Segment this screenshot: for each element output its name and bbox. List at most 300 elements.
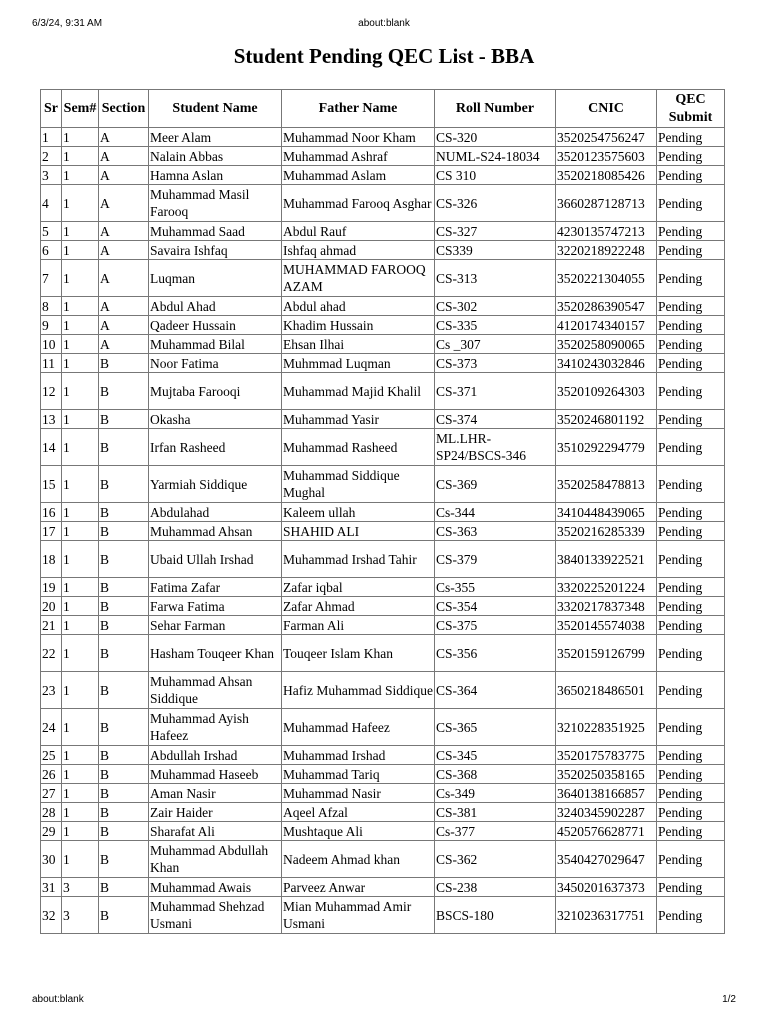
cell-qec-status: Pending [657,354,725,373]
cell-student-name: Okasha [149,410,282,429]
cell-sem: 1 [62,316,99,335]
cell-student-name: Luqman [149,260,282,297]
cell-section: A [99,185,149,222]
cell-cnic: 3840133922521 [556,541,657,578]
cell-sem: 1 [62,297,99,316]
cell-cnic: 3540427029647 [556,841,657,878]
cell-sem: 1 [62,147,99,166]
cell-sr: 22 [41,635,62,672]
cell-qec-status: Pending [657,185,725,222]
cell-qec-status: Pending [657,878,725,897]
cell-section: B [99,822,149,841]
cell-sem: 1 [62,222,99,241]
cell-section: A [99,241,149,260]
cell-sr: 10 [41,335,62,354]
cell-sem: 1 [62,822,99,841]
cell-sr: 30 [41,841,62,878]
cell-sr: 11 [41,354,62,373]
cell-father-name: Muhammad Aslam [282,166,435,185]
table-row [41,128,725,147]
cell-section: B [99,746,149,765]
cell-section: B [99,635,149,672]
cell-cnic: 3520286390547 [556,297,657,316]
cell-qec-status: Pending [657,466,725,503]
cell-father-name: Khadim Hussain [282,316,435,335]
cell-sem: 1 [62,784,99,803]
cell-qec-status: Pending [657,260,725,297]
cell-sr: 19 [41,578,62,597]
cell-qec-status: Pending [657,241,725,260]
cell-section: A [99,297,149,316]
cell-roll-number: Cs-377 [435,822,556,841]
table-row [41,166,725,185]
cell-sr: 27 [41,784,62,803]
page-number: 1/2 [722,994,736,1005]
col-header-roll-number: Roll Number [435,90,556,128]
cell-roll-number: Cs-349 [435,784,556,803]
cell-sem: 1 [62,260,99,297]
cell-student-name: Muhammad Ayish Hafeez [149,709,282,746]
table-row [41,822,725,841]
cell-cnic: 4120174340157 [556,316,657,335]
cell-father-name: SHAHID ALI [282,522,435,541]
table-row [41,373,725,410]
cell-cnic: 3320225201224 [556,578,657,597]
cell-father-name: Nadeem Ahmad khan [282,841,435,878]
cell-section: B [99,878,149,897]
col-header-father-name: Father Name [282,90,435,128]
cell-roll-number: Cs _307 [435,335,556,354]
cell-sem: 1 [62,803,99,822]
cell-sem: 1 [62,541,99,578]
cell-section: B [99,578,149,597]
cell-sr: 26 [41,765,62,784]
cell-student-name: Sharafat Ali [149,822,282,841]
table-row [41,635,725,672]
page-title: Student Pending QEC List - BBA [233,44,535,68]
cell-father-name: Muhmmad Luqman [282,354,435,373]
cell-sr: 31 [41,878,62,897]
cell-father-name: Muhammad Majid Khalil [282,373,435,410]
table-row [41,147,725,166]
cell-roll-number: CS339 [435,241,556,260]
table-row [41,316,725,335]
browser-print-header [0,18,768,34]
cell-section: A [99,222,149,241]
cell-father-name: Muhammad Yasir [282,410,435,429]
cell-sem: 1 [62,841,99,878]
cell-sem: 1 [62,128,99,147]
cell-qec-status: Pending [657,709,725,746]
cell-cnic: 3320217837348 [556,597,657,616]
cell-cnic: 3410243032846 [556,354,657,373]
cell-roll-number: NUML-S24-18034 [435,147,556,166]
table-row [41,746,725,765]
cell-student-name: Aman Nasir [149,784,282,803]
cell-student-name: Muhammad Bilal [149,335,282,354]
table-row [41,260,725,297]
table-row [41,335,725,354]
table-row [41,410,725,429]
cell-sr: 23 [41,672,62,709]
table-row [41,185,725,222]
cell-cnic: 3450201637373 [556,878,657,897]
cell-father-name: Muhammad Ashraf [282,147,435,166]
cell-sr: 3 [41,166,62,185]
cell-section: B [99,503,149,522]
print-page-url: about:blank [358,18,410,29]
cell-sem: 1 [62,410,99,429]
cell-student-name: Meer Alam [149,128,282,147]
cell-father-name: Muhammad Irshad Tahir [282,541,435,578]
cell-father-name: Touqeer Islam Khan [282,635,435,672]
cell-cnic: 3520216285339 [556,522,657,541]
cell-sem: 1 [62,166,99,185]
cell-roll-number: CS-373 [435,354,556,373]
table-row [41,803,725,822]
cell-roll-number: CS-371 [435,373,556,410]
cell-sr: 12 [41,373,62,410]
cell-student-name: Noor Fatima [149,354,282,373]
cell-sr: 17 [41,522,62,541]
cell-sr: 29 [41,822,62,841]
cell-father-name: Aqeel Afzal [282,803,435,822]
cell-father-name: Muhammad Siddique Mughal [282,466,435,503]
cell-roll-number: CS-362 [435,841,556,878]
cell-student-name: Qadeer Hussain [149,316,282,335]
table-row [41,241,725,260]
cell-sr: 15 [41,466,62,503]
cell-student-name: Muhammad Awais [149,878,282,897]
cell-student-name: Muhammad Abdullah Khan [149,841,282,878]
cell-sem: 1 [62,616,99,635]
cell-sem: 1 [62,503,99,522]
cell-sr: 8 [41,297,62,316]
cell-cnic: 3520258478813 [556,466,657,503]
cell-sr: 7 [41,260,62,297]
col-header-section: Section [99,90,149,128]
cell-father-name: Mian Muhammad Amir Usmani [282,897,435,934]
cell-sem: 1 [62,429,99,466]
cell-cnic: 3520246801192 [556,410,657,429]
cell-father-name: Muhammad Farooq Asghar [282,185,435,222]
cell-roll-number: CS-381 [435,803,556,822]
cell-roll-number: CS-345 [435,746,556,765]
cell-roll-number: Cs-355 [435,578,556,597]
col-header-cnic: CNIC [556,90,657,128]
col-header-student-name: Student Name [149,90,282,128]
cell-section: B [99,841,149,878]
cell-roll-number: CS-369 [435,466,556,503]
cell-section: B [99,466,149,503]
cell-student-name: Farwa Fatima [149,597,282,616]
cell-sem: 1 [62,373,99,410]
cell-section: B [99,765,149,784]
cell-sr: 13 [41,410,62,429]
cell-cnic: 3640138166857 [556,784,657,803]
cell-section: A [99,335,149,354]
cell-student-name: Muhammad Masil Farooq [149,185,282,222]
cell-roll-number: CS-375 [435,616,556,635]
cell-cnic: 3210236317751 [556,897,657,934]
table-row [41,878,725,897]
cell-section: B [99,803,149,822]
cell-roll-number: CS-238 [435,878,556,897]
cell-father-name: Ishfaq ahmad [282,241,435,260]
cell-roll-number: CS-363 [435,522,556,541]
cell-qec-status: Pending [657,803,725,822]
cell-qec-status: Pending [657,822,725,841]
cell-sem: 1 [62,522,99,541]
cell-roll-number: CS-364 [435,672,556,709]
cell-father-name: Zafar iqbal [282,578,435,597]
cell-roll-number: CS-356 [435,635,556,672]
cell-sr: 14 [41,429,62,466]
cell-roll-number: CS-302 [435,297,556,316]
table-header-row [41,90,725,128]
cell-cnic: 3650218486501 [556,672,657,709]
table-row [41,503,725,522]
cell-student-name: Zair Haider [149,803,282,822]
cell-qec-status: Pending [657,410,725,429]
cell-section: B [99,522,149,541]
cell-section: A [99,166,149,185]
cell-qec-status: Pending [657,541,725,578]
table-row [41,354,725,373]
cell-section: B [99,541,149,578]
cell-father-name: Farman Ali [282,616,435,635]
cell-sr: 24 [41,709,62,746]
cell-sr: 16 [41,503,62,522]
print-datetime: 6/3/24, 9:31 AM [32,18,103,29]
cell-sr: 18 [41,541,62,578]
cell-qec-status: Pending [657,784,725,803]
cell-student-name: Abdullah Irshad [149,746,282,765]
cell-sem: 1 [62,597,99,616]
cell-sr: 21 [41,616,62,635]
cell-qec-status: Pending [657,746,725,765]
cell-roll-number: ML.LHR-SP24/BSCS-346 [435,429,556,466]
cell-qec-status: Pending [657,597,725,616]
cell-father-name: Abdul Rauf [282,222,435,241]
cell-father-name: Muhammad Noor Kham [282,128,435,147]
cell-student-name: Hasham Touqeer Khan [149,635,282,672]
cell-sem: 1 [62,672,99,709]
cell-qec-status: Pending [657,166,725,185]
cell-cnic: 4230135747213 [556,222,657,241]
cell-student-name: Fatima Zafar [149,578,282,597]
cell-roll-number: CS-327 [435,222,556,241]
cell-section: B [99,429,149,466]
cell-qec-status: Pending [657,897,725,934]
cell-cnic: 4520576628771 [556,822,657,841]
cell-roll-number: CS-379 [435,541,556,578]
cell-student-name: Muhammad Saad [149,222,282,241]
cell-cnic: 3520258090065 [556,335,657,354]
browser-print-footer [0,994,768,1010]
cell-sr: 6 [41,241,62,260]
cell-qec-status: Pending [657,297,725,316]
pending-qec-table [40,89,725,934]
cell-qec-status: Pending [657,373,725,410]
table-row [41,541,725,578]
cell-cnic: 3520159126799 [556,635,657,672]
cell-sr: 32 [41,897,62,934]
cell-sr: 28 [41,803,62,822]
cell-father-name: Muhammad Tariq [282,765,435,784]
cell-roll-number: Cs-344 [435,503,556,522]
cell-sr: 4 [41,185,62,222]
cell-sem: 1 [62,746,99,765]
cell-sr: 5 [41,222,62,241]
cell-father-name: MUHAMMAD FAROOQ AZAM [282,260,435,297]
cell-sem: 1 [62,354,99,373]
cell-father-name: Parveez Anwar [282,878,435,897]
cell-qec-status: Pending [657,522,725,541]
cell-father-name: Muhammad Nasir [282,784,435,803]
cell-qec-status: Pending [657,616,725,635]
cell-student-name: Nalain Abbas [149,147,282,166]
cell-section: B [99,597,149,616]
cell-roll-number: CS-374 [435,410,556,429]
cell-roll-number: CS-335 [435,316,556,335]
col-header-sr: Sr [41,90,62,128]
cell-cnic: 3520218085426 [556,166,657,185]
cell-student-name: Irfan Rasheed [149,429,282,466]
cell-student-name: Muhammad Ahsan Siddique [149,672,282,709]
cell-roll-number: CS-365 [435,709,556,746]
cell-section: A [99,260,149,297]
cell-qec-status: Pending [657,765,725,784]
cell-sem: 1 [62,635,99,672]
table-row [41,222,725,241]
cell-section: A [99,147,149,166]
cell-father-name: Muhammad Irshad [282,746,435,765]
cell-sr: 9 [41,316,62,335]
cell-roll-number: CS-354 [435,597,556,616]
cell-roll-number: CS-313 [435,260,556,297]
table-row [41,578,725,597]
cell-father-name: Mushtaque Ali [282,822,435,841]
cell-section: B [99,897,149,934]
cell-student-name: Muhammad Ahsan [149,522,282,541]
cell-student-name: Abdul Ahad [149,297,282,316]
table-row [41,597,725,616]
cell-section: A [99,316,149,335]
cell-father-name: Ehsan Ilhai [282,335,435,354]
cell-cnic: 3240345902287 [556,803,657,822]
cell-cnic: 3220218922248 [556,241,657,260]
cell-student-name: Abdulahad [149,503,282,522]
cell-section: B [99,709,149,746]
cell-cnic: 3520221304055 [556,260,657,297]
table-row [41,429,725,466]
cell-student-name: Ubaid Ullah Irshad [149,541,282,578]
cell-qec-status: Pending [657,672,725,709]
cell-sem: 3 [62,897,99,934]
cell-cnic: 3510292294779 [556,429,657,466]
table-row [41,765,725,784]
cell-student-name: Muhammad Shehzad Usmani [149,897,282,934]
cell-roll-number: CS 310 [435,166,556,185]
cell-section: B [99,410,149,429]
cell-section: A [99,128,149,147]
cell-qec-status: Pending [657,128,725,147]
cell-student-name: Sehar Farman [149,616,282,635]
cell-qec-status: Pending [657,503,725,522]
cell-sem: 1 [62,185,99,222]
cell-qec-status: Pending [657,222,725,241]
cell-sr: 1 [41,128,62,147]
table-row [41,672,725,709]
cell-cnic: 3520175783775 [556,746,657,765]
cell-cnic: 3520250358165 [556,765,657,784]
cell-cnic: 3520254756247 [556,128,657,147]
cell-student-name: Yarmiah Siddique [149,466,282,503]
cell-qec-status: Pending [657,635,725,672]
table-row [41,841,725,878]
cell-sr: 20 [41,597,62,616]
table-row [41,784,725,803]
cell-sem: 1 [62,578,99,597]
cell-cnic: 3520109264303 [556,373,657,410]
cell-student-name: Savaira Ishfaq [149,241,282,260]
table-row [41,709,725,746]
cell-cnic: 3660287128713 [556,185,657,222]
cell-qec-status: Pending [657,147,725,166]
cell-roll-number: BSCS-180 [435,897,556,934]
cell-qec-status: Pending [657,841,725,878]
cell-sem: 1 [62,709,99,746]
col-header-sem: Sem# [62,90,99,128]
cell-cnic: 3520145574038 [556,616,657,635]
cell-section: B [99,616,149,635]
col-header-qec-submit: QEC Submit [657,90,725,128]
table-row [41,616,725,635]
cell-student-name: Muhammad Haseeb [149,765,282,784]
cell-qec-status: Pending [657,335,725,354]
cell-sem: 3 [62,878,99,897]
cell-father-name: Muhammad Hafeez [282,709,435,746]
cell-student-name: Mujtaba Farooqi [149,373,282,410]
cell-sem: 1 [62,765,99,784]
cell-cnic: 3520123575603 [556,147,657,166]
footer-url: about:blank [32,994,84,1005]
cell-sr: 25 [41,746,62,765]
cell-sem: 1 [62,466,99,503]
cell-sr: 2 [41,147,62,166]
cell-father-name: Hafiz Muhammad Siddique [282,672,435,709]
cell-roll-number: CS-326 [435,185,556,222]
cell-section: B [99,354,149,373]
cell-sem: 1 [62,241,99,260]
cell-father-name: Abdul ahad [282,297,435,316]
cell-qec-status: Pending [657,578,725,597]
cell-roll-number: CS-320 [435,128,556,147]
cell-sem: 1 [62,335,99,354]
cell-section: B [99,373,149,410]
cell-student-name: Hamna Aslan [149,166,282,185]
cell-father-name: Muhammad Rasheed [282,429,435,466]
cell-cnic: 3410448439065 [556,503,657,522]
cell-qec-status: Pending [657,316,725,335]
cell-father-name: Kaleem ullah [282,503,435,522]
cell-cnic: 3210228351925 [556,709,657,746]
table-row [41,466,725,503]
cell-qec-status: Pending [657,429,725,466]
table-row [41,522,725,541]
table-row [41,897,725,934]
